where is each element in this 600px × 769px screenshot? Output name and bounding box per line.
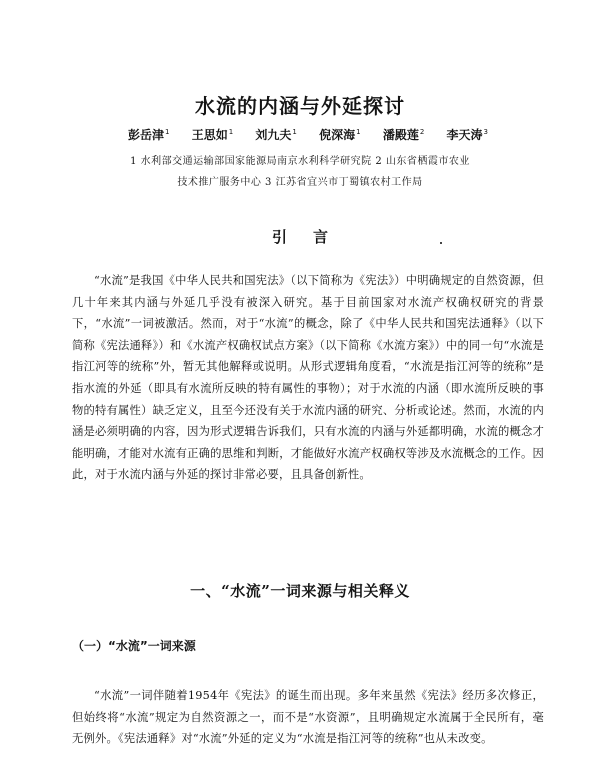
author — [192, 126, 233, 143]
affiliation-line-2: 技术推广服务中心 3 江苏省宜兴市丁蜀镇农村工作局 — [177, 177, 423, 188]
author-name: 王思如 — [191, 128, 228, 142]
author-affiliation-mark: 1 — [356, 128, 361, 136]
author — [128, 126, 169, 143]
section-1-heading: 一、“水流”一词来源与相关释义 — [190, 582, 410, 600]
author-affiliation-mark: 3 — [483, 128, 488, 136]
scan-speck — [440, 242, 442, 244]
author-affiliation-mark: 1 — [228, 128, 234, 136]
subsection-1-heading: （一）“水流”一词来源 — [72, 639, 196, 653]
paper-title: 水流的内涵与外延探讨 — [195, 94, 405, 118]
affiliation-line-1: 1 水利部交通运输部国家能源局南京水利科学研究院 2 山东省栖霞市农业 — [130, 156, 470, 167]
author — [447, 126, 488, 143]
author-name: 李天涛 — [446, 128, 483, 142]
author-name: 潘殿莲 — [382, 128, 419, 142]
author-affiliation-mark: 1 — [165, 128, 170, 136]
intro-heading: 引言 — [271, 228, 354, 246]
subsection-1-paragraph: “水流”一词伴随着1954年《宪法》的诞生而出现。多年来虽然《宪法》经历多次修正，但始终将“水流”规定为自然资源之一，而不是“水资源”，且明确规定水流属于全民所有，毫无例外。《宪法通释》对“水流”外延的定义为“水流是指江河等的统称”也从未改变。 — [72, 689, 544, 746]
author-affiliation-mark: 1 — [292, 128, 297, 136]
author-list — [128, 126, 488, 143]
author — [255, 126, 296, 143]
author — [383, 126, 424, 143]
author-name: 彭岳津 — [128, 128, 165, 142]
author-name: 倪深海 — [319, 128, 356, 142]
intro-paragraph: “水流”是我国《中华人民共和国宪法》（以下简称为《宪法》）中明确规定的自然资源，但几十年来其内涵与外延几乎没有被深入研究。基于目前国家对水流产权确权研究的背景下，“水流”一词被激活。然而，对于“水流”的概念，除了《中华人民共和国宪法通释》（以下简称《宪法通释》）和《水流产权确权试点方案》（以下简称《水流方案》）中的同一句“水流是指江河等的统称”外，暂无其他解释或说明。从形式逻辑角度看，“水流是指江河等的统称”是指水流的外延（即具有水流所反映的特有属性的事物）；对于水流的内涵（即水流所反映的事物的特有属性）缺乏定义，且至今还没有关于水流内涵的研究、分析或论述。然而，水流的内涵是必须明确的内容，因为形式逻辑告诉我们，只有水流的内涵与外延都明确，水流的概念才能明确，才能对水流有正确的思维和判断，才能做好水流产权确权等涉及水流概念的工作。因此，对于水流内涵与外延的探讨非常必要，且具备创新性。 — [72, 274, 544, 482]
author — [319, 126, 360, 143]
author-affiliation-mark: 2 — [419, 128, 425, 136]
author-name: 刘九夫 — [255, 128, 292, 142]
